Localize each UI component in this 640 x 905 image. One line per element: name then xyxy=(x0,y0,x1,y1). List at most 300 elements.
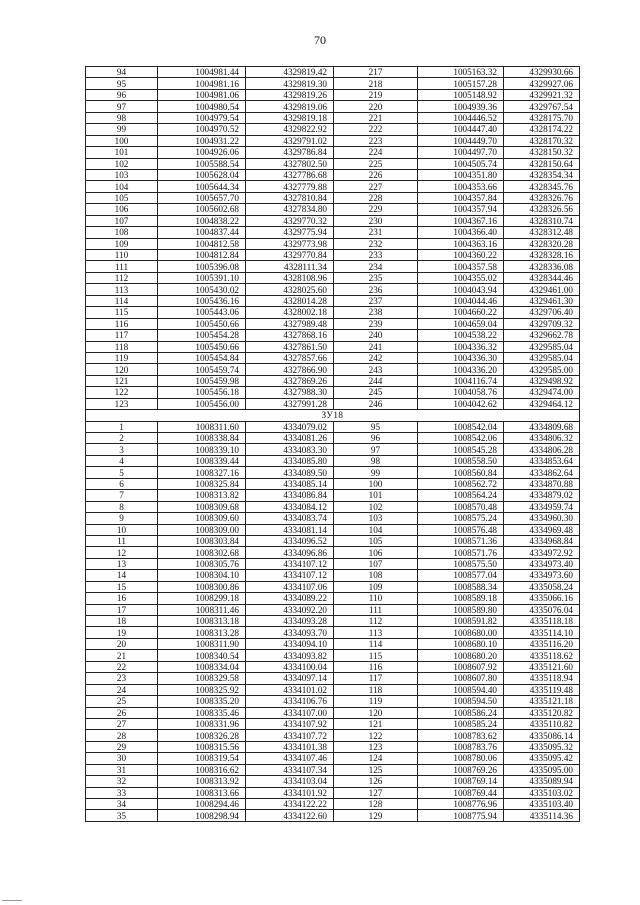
y-coordinate-cell: 4328025.60 xyxy=(246,284,334,295)
point-number-cell: 18 xyxy=(86,616,158,627)
x-coordinate-cell: 1004336.20 xyxy=(418,364,504,375)
x-coordinate-cell: 1004044.46 xyxy=(418,295,504,306)
y-coordinate-cell: 4334862.64 xyxy=(504,467,580,478)
point-number-cell: 243 xyxy=(334,364,418,375)
y-coordinate-cell: 4335118.18 xyxy=(504,616,580,627)
x-coordinate-cell: 1008311.90 xyxy=(158,638,246,649)
table-row xyxy=(86,810,580,821)
y-coordinate-cell: 4329585.04 xyxy=(504,352,580,363)
x-coordinate-cell: 1004981.06 xyxy=(158,89,246,100)
table-row xyxy=(86,673,580,684)
y-coordinate-cell: 4334103.04 xyxy=(246,776,334,787)
point-number-cell: 22 xyxy=(86,661,158,672)
x-coordinate-cell: 1004979.54 xyxy=(158,112,246,123)
table-row xyxy=(86,627,580,638)
x-coordinate-cell: 1008309.60 xyxy=(158,513,246,524)
point-number-cell: 228 xyxy=(334,192,418,203)
y-coordinate-cell: 4334122.22 xyxy=(246,799,334,810)
point-number-cell: 221 xyxy=(334,112,418,123)
x-coordinate-cell: 1008335.20 xyxy=(158,696,246,707)
point-number-cell: 109 xyxy=(86,238,158,249)
table-row xyxy=(86,730,580,741)
point-number-cell: 121 xyxy=(86,375,158,386)
point-number-cell: 245 xyxy=(334,387,418,398)
table-row xyxy=(86,295,580,306)
point-number-cell: 230 xyxy=(334,215,418,226)
table-row xyxy=(86,158,580,169)
table-row xyxy=(86,169,580,180)
x-coordinate-cell: 1008313.92 xyxy=(158,776,246,787)
x-coordinate-cell: 1004058.76 xyxy=(418,387,504,398)
x-coordinate-cell: 1008326.28 xyxy=(158,730,246,741)
point-number-cell: 229 xyxy=(334,204,418,215)
y-coordinate-cell: 4334972.92 xyxy=(504,547,580,558)
point-number-cell: 108 xyxy=(86,227,158,238)
y-coordinate-cell: 4329464.12 xyxy=(504,398,580,409)
point-number-cell: 27 xyxy=(86,718,158,729)
x-coordinate-cell: 1008575.50 xyxy=(418,558,504,569)
point-number-cell: 98 xyxy=(334,455,418,466)
x-coordinate-cell: 1004042.62 xyxy=(418,398,504,409)
point-number-cell: 128 xyxy=(334,799,418,810)
y-coordinate-cell: 4335095.42 xyxy=(504,753,580,764)
x-coordinate-cell: 1005163.32 xyxy=(418,67,504,78)
point-number-cell: 239 xyxy=(334,318,418,329)
point-number-cell: 115 xyxy=(334,650,418,661)
y-coordinate-cell: 4335103.40 xyxy=(504,799,580,810)
y-coordinate-cell: 4334107.00 xyxy=(246,707,334,718)
y-coordinate-cell: 4334093.28 xyxy=(246,616,334,627)
x-coordinate-cell: 1005436.16 xyxy=(158,295,246,306)
point-number-cell: 1 xyxy=(86,421,158,432)
x-coordinate-cell: 1004355.02 xyxy=(418,272,504,283)
x-coordinate-cell: 1005644.34 xyxy=(158,181,246,192)
point-number-cell: 120 xyxy=(334,707,418,718)
y-coordinate-cell: 4335116.20 xyxy=(504,638,580,649)
y-coordinate-cell: 4328328.16 xyxy=(504,250,580,261)
x-coordinate-cell: 1004043.94 xyxy=(418,284,504,295)
x-coordinate-cell: 1004981.16 xyxy=(158,78,246,89)
point-number-cell: 224 xyxy=(334,147,418,158)
x-coordinate-cell: 1004981.44 xyxy=(158,67,246,78)
point-number-cell: 240 xyxy=(334,330,418,341)
table-row xyxy=(86,375,580,386)
x-coordinate-cell: 1008571.76 xyxy=(418,547,504,558)
x-coordinate-cell: 1004336.32 xyxy=(418,341,504,352)
x-coordinate-cell: 1008558.50 xyxy=(418,455,504,466)
x-coordinate-cell: 1008335.46 xyxy=(158,707,246,718)
x-coordinate-cell: 1008313.66 xyxy=(158,787,246,798)
y-coordinate-cell: 4334083.74 xyxy=(246,513,334,524)
x-coordinate-cell: 1008299.18 xyxy=(158,593,246,604)
point-number-cell: 109 xyxy=(334,581,418,592)
y-coordinate-cell: 4334107.12 xyxy=(246,558,334,569)
x-coordinate-cell: 1008331.96 xyxy=(158,718,246,729)
y-coordinate-cell: 4335066.16 xyxy=(504,593,580,604)
x-coordinate-cell: 1008680.20 xyxy=(418,650,504,661)
y-coordinate-cell: 4329927.06 xyxy=(504,78,580,89)
x-coordinate-cell: 1004336.30 xyxy=(418,352,504,363)
y-coordinate-cell: 4334806.32 xyxy=(504,433,580,444)
y-coordinate-cell: 4328150.64 xyxy=(504,158,580,169)
y-coordinate-cell: 4334092.20 xyxy=(246,604,334,615)
y-coordinate-cell: 4329819.30 xyxy=(246,78,334,89)
point-number-cell: 94 xyxy=(86,67,158,78)
x-coordinate-cell: 1008560.84 xyxy=(418,467,504,478)
table-row xyxy=(86,250,580,261)
point-number-cell: 123 xyxy=(86,398,158,409)
point-number-cell: 102 xyxy=(334,501,418,512)
x-coordinate-cell: 1008783.76 xyxy=(418,741,504,752)
table-row xyxy=(86,433,580,444)
x-coordinate-cell: 1005396.08 xyxy=(158,261,246,272)
point-number-cell: 105 xyxy=(86,192,158,203)
x-coordinate-cell: 1004447.40 xyxy=(418,124,504,135)
point-number-cell: 246 xyxy=(334,398,418,409)
x-coordinate-cell: 1008334.04 xyxy=(158,661,246,672)
y-coordinate-cell: 4329474.00 xyxy=(504,387,580,398)
x-coordinate-cell: 1008313.82 xyxy=(158,490,246,501)
y-coordinate-cell: 4328326.56 xyxy=(504,204,580,215)
y-coordinate-cell: 4327869.26 xyxy=(246,375,334,386)
x-coordinate-cell: 1008311.46 xyxy=(158,604,246,615)
point-number-cell: 118 xyxy=(86,341,158,352)
x-coordinate-cell: 1004353.66 xyxy=(418,181,504,192)
x-coordinate-cell: 1008588.34 xyxy=(418,581,504,592)
x-coordinate-cell: 1004970.52 xyxy=(158,124,246,135)
x-coordinate-cell: 1005456.00 xyxy=(158,398,246,409)
y-coordinate-cell: 4334084.12 xyxy=(246,501,334,512)
y-coordinate-cell: 4328354.34 xyxy=(504,169,580,180)
table-row xyxy=(86,593,580,604)
y-coordinate-cell: 4327802.50 xyxy=(246,158,334,169)
point-number-cell: 117 xyxy=(86,330,158,341)
y-coordinate-cell: 4334101.38 xyxy=(246,741,334,752)
x-coordinate-cell: 1005454.84 xyxy=(158,352,246,363)
x-coordinate-cell: 1008311.60 xyxy=(158,421,246,432)
y-coordinate-cell: 4334973.60 xyxy=(504,570,580,581)
point-number-cell: 8 xyxy=(86,501,158,512)
x-coordinate-cell: 1004660.22 xyxy=(418,307,504,318)
x-coordinate-cell: 1004449.70 xyxy=(418,135,504,146)
table-row xyxy=(86,89,580,100)
y-coordinate-cell: 4335114.10 xyxy=(504,627,580,638)
x-coordinate-cell: 1008542.06 xyxy=(418,433,504,444)
y-coordinate-cell: 4329706.40 xyxy=(504,307,580,318)
table-row xyxy=(86,718,580,729)
table-row xyxy=(86,341,580,352)
y-coordinate-cell: 4329786.84 xyxy=(246,147,334,158)
table-row xyxy=(86,78,580,89)
y-coordinate-cell: 4327861.50 xyxy=(246,341,334,352)
point-number-cell: 2 xyxy=(86,433,158,444)
y-coordinate-cell: 4334101.92 xyxy=(246,787,334,798)
y-coordinate-cell: 4334853.64 xyxy=(504,455,580,466)
point-number-cell: 242 xyxy=(334,352,418,363)
point-number-cell: 24 xyxy=(86,684,158,695)
table-row xyxy=(86,490,580,501)
y-coordinate-cell: 4328002.18 xyxy=(246,307,334,318)
table-row xyxy=(86,707,580,718)
x-coordinate-cell: 1004980.54 xyxy=(158,101,246,112)
y-coordinate-cell: 4334081.26 xyxy=(246,433,334,444)
point-number-cell: 244 xyxy=(334,375,418,386)
point-number-cell: 112 xyxy=(86,272,158,283)
table-row xyxy=(86,261,580,272)
y-coordinate-cell: 4335095.00 xyxy=(504,764,580,775)
point-number-cell: 23 xyxy=(86,673,158,684)
point-number-cell: 100 xyxy=(86,135,158,146)
y-coordinate-cell: 4328108.96 xyxy=(246,272,334,283)
x-coordinate-cell: 1008680.10 xyxy=(418,638,504,649)
x-coordinate-cell: 1008589.18 xyxy=(418,593,504,604)
table-row xyxy=(86,238,580,249)
point-number-cell: 127 xyxy=(334,787,418,798)
x-coordinate-cell: 1008327.16 xyxy=(158,467,246,478)
table-row xyxy=(86,101,580,112)
point-number-cell: 123 xyxy=(334,741,418,752)
y-coordinate-cell: 4328174.22 xyxy=(504,124,580,135)
point-number-cell: 11 xyxy=(86,535,158,546)
point-number-cell: 110 xyxy=(334,593,418,604)
x-coordinate-cell: 1005148.92 xyxy=(418,89,504,100)
point-number-cell: 241 xyxy=(334,341,418,352)
table-row xyxy=(86,112,580,123)
table-row xyxy=(86,570,580,581)
point-number-cell: 103 xyxy=(334,513,418,524)
x-coordinate-cell: 1004497.70 xyxy=(418,147,504,158)
table-row xyxy=(86,741,580,752)
y-coordinate-cell: 4334969.48 xyxy=(504,524,580,535)
y-coordinate-cell: 4334107.06 xyxy=(246,581,334,592)
table-row xyxy=(86,135,580,146)
x-coordinate-cell: 1008300.86 xyxy=(158,581,246,592)
point-number-cell: 33 xyxy=(86,787,158,798)
point-number-cell: 121 xyxy=(334,718,418,729)
x-coordinate-cell: 1005588.54 xyxy=(158,158,246,169)
point-number-cell: 7 xyxy=(86,490,158,501)
x-coordinate-cell: 1008325.84 xyxy=(158,478,246,489)
table-row xyxy=(86,776,580,787)
y-coordinate-cell: 4335120.82 xyxy=(504,707,580,718)
point-number-cell: 110 xyxy=(86,250,158,261)
point-number-cell: 106 xyxy=(86,204,158,215)
x-coordinate-cell: 1005456.18 xyxy=(158,387,246,398)
x-coordinate-cell: 1005443.06 xyxy=(158,307,246,318)
y-coordinate-cell: 4327834.80 xyxy=(246,204,334,215)
y-coordinate-cell: 4328345.76 xyxy=(504,181,580,192)
point-number-cell: 4 xyxy=(86,455,158,466)
y-coordinate-cell: 4335076.04 xyxy=(504,604,580,615)
y-coordinate-cell: 4329775.94 xyxy=(246,227,334,238)
x-coordinate-cell: 1004931.22 xyxy=(158,135,246,146)
x-coordinate-cell: 1004357.94 xyxy=(418,204,504,215)
y-coordinate-cell: 4329819.42 xyxy=(246,67,334,78)
point-number-cell: 10 xyxy=(86,524,158,535)
point-number-cell: 95 xyxy=(334,421,418,432)
point-number-cell: 31 xyxy=(86,764,158,775)
section-2-body xyxy=(86,421,580,821)
zone-header-row xyxy=(86,410,580,421)
y-coordinate-cell: 4334100.04 xyxy=(246,661,334,672)
y-coordinate-cell: 4334089.50 xyxy=(246,467,334,478)
point-number-cell: 220 xyxy=(334,101,418,112)
table-row xyxy=(86,364,580,375)
table-row xyxy=(86,284,580,295)
y-coordinate-cell: 4334960.30 xyxy=(504,513,580,524)
x-coordinate-cell: 1008589.80 xyxy=(418,604,504,615)
x-coordinate-cell: 1008338.84 xyxy=(158,433,246,444)
point-number-cell: 120 xyxy=(86,364,158,375)
table-row xyxy=(86,616,580,627)
x-coordinate-cell: 1008325.92 xyxy=(158,684,246,695)
x-coordinate-cell: 1008607.92 xyxy=(418,661,504,672)
x-coordinate-cell: 1004366.40 xyxy=(418,227,504,238)
point-number-cell: 238 xyxy=(334,307,418,318)
point-number-cell: 122 xyxy=(86,387,158,398)
table-row xyxy=(86,753,580,764)
x-coordinate-cell: 1008570.48 xyxy=(418,501,504,512)
x-coordinate-cell: 1004659.04 xyxy=(418,318,504,329)
point-number-cell: 237 xyxy=(334,295,418,306)
table-row xyxy=(86,581,580,592)
y-coordinate-cell: 4334107.12 xyxy=(246,570,334,581)
y-coordinate-cell: 4334079.02 xyxy=(246,421,334,432)
y-coordinate-cell: 4335114.36 xyxy=(504,810,580,821)
table-row xyxy=(86,352,580,363)
point-number-cell: 118 xyxy=(334,684,418,695)
point-number-cell: 6 xyxy=(86,478,158,489)
point-number-cell: 5 xyxy=(86,467,158,478)
x-coordinate-cell: 1008298.94 xyxy=(158,810,246,821)
x-coordinate-cell: 1008304.10 xyxy=(158,570,246,581)
table-row xyxy=(86,524,580,535)
point-number-cell: 126 xyxy=(334,776,418,787)
table-row xyxy=(86,467,580,478)
x-coordinate-cell: 1008562.72 xyxy=(418,478,504,489)
point-number-cell: 13 xyxy=(86,558,158,569)
table-row xyxy=(86,192,580,203)
point-number-cell: 102 xyxy=(86,158,158,169)
zone-header-body xyxy=(86,410,580,421)
x-coordinate-cell: 1008575.24 xyxy=(418,513,504,524)
y-coordinate-cell: 4334097.14 xyxy=(246,673,334,684)
table-row xyxy=(86,604,580,615)
x-coordinate-cell: 1008586.24 xyxy=(418,707,504,718)
y-coordinate-cell: 4329819.26 xyxy=(246,89,334,100)
point-number-cell: 111 xyxy=(86,261,158,272)
point-number-cell: 117 xyxy=(334,673,418,684)
point-number-cell: 104 xyxy=(86,181,158,192)
x-coordinate-cell: 1004351.80 xyxy=(418,169,504,180)
y-coordinate-cell: 4334106.76 xyxy=(246,696,334,707)
y-coordinate-cell: 4329819.06 xyxy=(246,101,334,112)
point-number-cell: 100 xyxy=(334,478,418,489)
y-coordinate-cell: 4334083.30 xyxy=(246,444,334,455)
point-number-cell: 28 xyxy=(86,730,158,741)
point-number-cell: 125 xyxy=(334,764,418,775)
point-number-cell: 119 xyxy=(86,352,158,363)
point-number-cell: 104 xyxy=(334,524,418,535)
y-coordinate-cell: 4334809.68 xyxy=(504,421,580,432)
x-coordinate-cell: 1008319.54 xyxy=(158,753,246,764)
y-coordinate-cell: 4334093.70 xyxy=(246,627,334,638)
y-coordinate-cell: 4328344.46 xyxy=(504,272,580,283)
table-row xyxy=(86,661,580,672)
y-coordinate-cell: 4334096.86 xyxy=(246,547,334,558)
point-number-cell: 231 xyxy=(334,227,418,238)
point-number-cell: 111 xyxy=(334,604,418,615)
table-row xyxy=(86,147,580,158)
x-coordinate-cell: 1004357.58 xyxy=(418,261,504,272)
y-coordinate-cell: 4329461.30 xyxy=(504,295,580,306)
table-row xyxy=(86,67,580,78)
y-coordinate-cell: 4327866.90 xyxy=(246,364,334,375)
x-coordinate-cell: 1008585.24 xyxy=(418,718,504,729)
y-coordinate-cell: 4329461.00 xyxy=(504,284,580,295)
y-coordinate-cell: 4334107.46 xyxy=(246,753,334,764)
point-number-cell: 233 xyxy=(334,250,418,261)
table-row xyxy=(86,227,580,238)
x-coordinate-cell: 1008594.50 xyxy=(418,696,504,707)
point-number-cell: 99 xyxy=(334,467,418,478)
point-number-cell: 9 xyxy=(86,513,158,524)
table-row xyxy=(86,387,580,398)
y-coordinate-cell: 4327786.68 xyxy=(246,169,334,180)
y-coordinate-cell: 4329585.00 xyxy=(504,364,580,375)
y-coordinate-cell: 4328175.70 xyxy=(504,112,580,123)
x-coordinate-cell: 1005459.98 xyxy=(158,375,246,386)
point-number-cell: 113 xyxy=(334,627,418,638)
x-coordinate-cell: 1004838.22 xyxy=(158,215,246,226)
y-coordinate-cell: 4334806.28 xyxy=(504,444,580,455)
point-number-cell: 97 xyxy=(86,101,158,112)
zone-label: ЗУ18 xyxy=(86,410,580,421)
point-number-cell: 119 xyxy=(334,696,418,707)
y-coordinate-cell: 4335110.82 xyxy=(504,718,580,729)
point-number-cell: 115 xyxy=(86,307,158,318)
table-row xyxy=(86,124,580,135)
y-coordinate-cell: 4334959.74 xyxy=(504,501,580,512)
y-coordinate-cell: 4328326.76 xyxy=(504,192,580,203)
y-coordinate-cell: 4327779.88 xyxy=(246,181,334,192)
point-number-cell: 95 xyxy=(86,78,158,89)
table-row xyxy=(86,455,580,466)
y-coordinate-cell: 4328312.48 xyxy=(504,227,580,238)
table-row xyxy=(86,501,580,512)
y-coordinate-cell: 4334093.82 xyxy=(246,650,334,661)
table-row xyxy=(86,535,580,546)
x-coordinate-cell: 1004357.84 xyxy=(418,192,504,203)
table-row xyxy=(86,787,580,798)
x-coordinate-cell: 1008340.54 xyxy=(158,650,246,661)
point-number-cell: 112 xyxy=(334,616,418,627)
point-number-cell: 116 xyxy=(86,318,158,329)
y-coordinate-cell: 4328310.74 xyxy=(504,215,580,226)
table-row xyxy=(86,764,580,775)
y-coordinate-cell: 4329822.92 xyxy=(246,124,334,135)
table-row xyxy=(86,421,580,432)
x-coordinate-cell: 1008339.44 xyxy=(158,455,246,466)
point-number-cell: 101 xyxy=(334,490,418,501)
y-coordinate-cell: 4329585.04 xyxy=(504,341,580,352)
x-coordinate-cell: 1008769.44 xyxy=(418,787,504,798)
point-number-cell: 14 xyxy=(86,570,158,581)
y-coordinate-cell: 4327988.30 xyxy=(246,387,334,398)
point-number-cell: 225 xyxy=(334,158,418,169)
table-row xyxy=(86,318,580,329)
y-coordinate-cell: 4335119.48 xyxy=(504,684,580,695)
